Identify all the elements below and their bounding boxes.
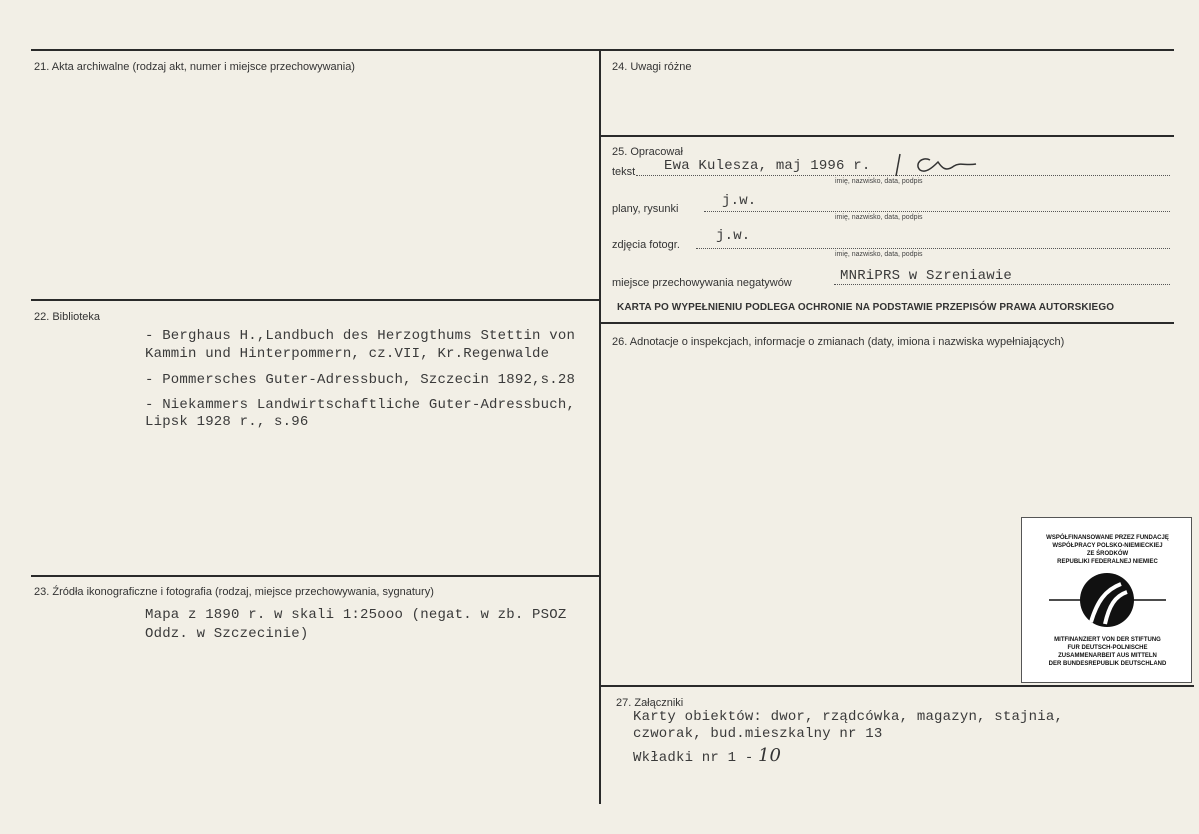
stamp-text-german: MITFINANZIERT VON DER STIFTUNG FUR DEUTSCH-POLNISCHE ZUSAMMENARBEIT AUS MITTELN DER BUNDESREPUBLIK DEUTSCHLAND bbox=[1048, 637, 1167, 667]
wkladki-text: Wkładki nr 1 - bbox=[633, 750, 754, 766]
section-23-label: 23. Źródła ikonograficzne i fotografia (rodzaj, miejsce przechowywania, sygnatury) bbox=[34, 586, 434, 598]
copyright-notice: KARTA PO WYPEŁNIENIU PODLEGA OCHRONIE NA PODSTAWIE PRZEPISÓW PRAWA AUTORSKIEGO bbox=[617, 302, 1115, 313]
rule-24-25 bbox=[600, 135, 1174, 137]
rule-22-23 bbox=[31, 575, 601, 577]
attachments-line-1: Karty obiektów: dwor, rządcówka, magazyn, stajnia, bbox=[633, 709, 1064, 725]
zdjecia-value: j.w. bbox=[716, 228, 751, 244]
negatywy-dotted-line bbox=[834, 284, 1170, 285]
biblio-entry-3-line-2: Lipsk 1928 r., s.96 bbox=[145, 414, 309, 430]
biblio-entry-3-line-1: - Niekammers Landwirtschaftliche Guter-Adressbuch, bbox=[145, 397, 576, 413]
center-divider bbox=[599, 50, 601, 804]
tekst-value: Ewa Kulesza, maj 1996 r. bbox=[664, 158, 871, 174]
foundation-logo-icon bbox=[1049, 572, 1166, 628]
plany-label: plany, rysunki bbox=[612, 203, 679, 215]
stamp-text-polish: WSPÓŁFINANSOWANE PRZEZ FUNDACJĘ WSPÓŁPRACY POLSKO-NIEMIECKIEJ ZE ŚRODKÓW REPUBLIKI FEDERALNEJ NIEMIEC bbox=[1046, 535, 1169, 565]
plany-value: j.w. bbox=[722, 193, 757, 209]
plany-caption: imię, nazwisko, data, podpis bbox=[835, 214, 923, 221]
zdjecia-label: zdjęcia fotogr. bbox=[612, 239, 680, 251]
biblio-entry-1-line-2: Kammin und Hinterpommern, cz.VII, Kr.Regenwalde bbox=[145, 346, 550, 362]
wkladki-handwritten-number: 10 bbox=[758, 745, 781, 766]
biblio-entry-1-line-1: - Berghaus H.,Landbuch des Herzogthums Stettin von bbox=[145, 328, 576, 344]
top-rule bbox=[31, 49, 1174, 51]
section-25-label: 25. Opracował bbox=[612, 146, 683, 158]
section-21-label: 21. Akta archiwalne (rodzaj akt, numer i miejsce przechowywania) bbox=[34, 61, 355, 73]
iconography-line-1: Mapa z 1890 r. w skali 1:25ooo (negat. w zb. PSOZ bbox=[145, 607, 567, 623]
plany-dotted-line bbox=[704, 211, 1170, 212]
rule-25-26 bbox=[600, 322, 1174, 324]
section-27-label: 27. Załączniki bbox=[616, 697, 684, 709]
section-24-label: 24. Uwagi różne bbox=[612, 61, 692, 73]
attachments-line-2: czworak, bud.mieszkalny nr 13 bbox=[633, 726, 883, 742]
zdjecia-caption: imię, nazwisko, data, podpis bbox=[835, 251, 923, 258]
zdjecia-dotted-line bbox=[696, 248, 1170, 249]
signature-icon bbox=[884, 150, 984, 180]
negatywy-value: MNRiPRS w Szreniawie bbox=[840, 268, 1013, 284]
rule-21-22 bbox=[31, 299, 601, 301]
funding-stamp bbox=[1021, 517, 1192, 683]
tekst-caption: imię, nazwisko, data, podpis bbox=[835, 178, 923, 185]
iconography-line-2: Oddz. w Szczecinie) bbox=[145, 626, 309, 642]
rule-26-27 bbox=[600, 685, 1194, 687]
biblio-entry-2-line-1: - Pommersches Guter-Adressbuch, Szczecin 1892,s.28 bbox=[145, 372, 576, 388]
negatywy-label: miejsce przechowywania negatywów bbox=[612, 277, 792, 289]
tekst-label: tekst bbox=[612, 166, 636, 178]
section-22-label: 22. Biblioteka bbox=[34, 311, 101, 323]
section-26-label: 26. Adnotacje o inspekcjach, informacje o zmianach (daty, imiona i nazwiska wypełniających) bbox=[612, 336, 1065, 348]
